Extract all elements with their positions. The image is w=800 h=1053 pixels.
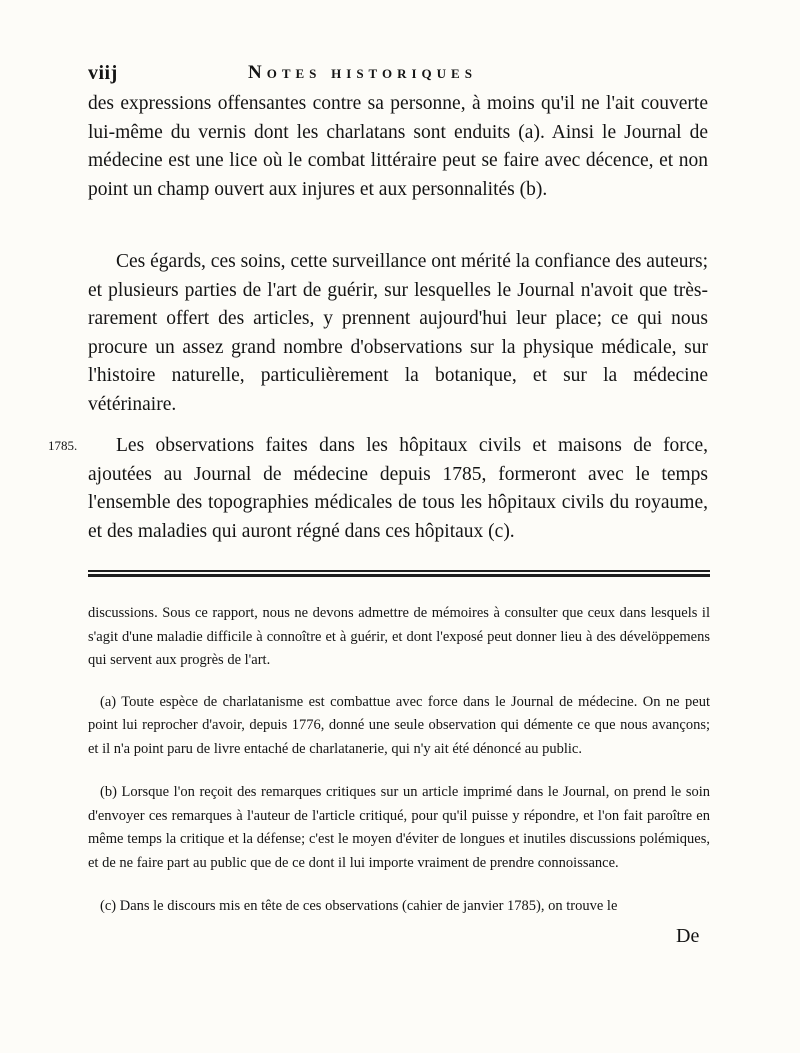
body-paragraph: Ces égards, ces soins, cette surveillance ont mérité la confiance des auteurs; et plusieurs parties de l'art de guérir, sur lesquelles le Journal n'avoit que très-rarement offert des articles, y prennent aujourd'hui leur place; ce qui nous procure un assez grand nombre d'observations sur la physique médicale, sur l'histoire naturelle, particulièrement la botanique, et sur la médecine vétérinaire.	[88, 251, 708, 415]
page-number: viij	[88, 62, 118, 84]
footnote-b: (b) Lorsque l'on reçoit des remarques critiques sur un article imprimé dans le Journal, on prend le soin d'envoyer ces remarques à l'auteur de l'article critiqué, pour qu'il puisse y répondre, et l'on fait paroître en même temps la critique et la défense; c'est le moyen d'éviter de longues et inutiles discussions polémiques, et de ne faire part au public que de ce dont il lui importe vraiment de prendre connoissance.	[88, 784, 710, 871]
body-paragraph: Les observations faites dans les hôpitaux civils et maisons de force, ajoutées au Journal de médecine depuis 1785, formeront avec le temps l'ensemble des topographies médicales de tous les hôpitaux civils du royaume, et des maladies qui auront régné dans ces hôpitaux (c).	[88, 435, 708, 542]
rule-line	[88, 574, 710, 577]
margin-note: 1785.	[48, 438, 78, 453]
footnote-c: (c) Dans le discours mis en tête de ces observations (cahier de janvier 1785), on trouve le	[100, 898, 618, 914]
rule-line	[88, 570, 710, 572]
catchword: De	[676, 925, 700, 947]
footnote-rule	[88, 570, 710, 577]
footnote-a: (a) Toute espèce de charlatanisme est combattue avec force dans le Journal de médecine. On ne peut point lui reprocher d'avoir, depuis 1776, donné une seule observation qui démente ce que nous avançons; et il n'a point paru de livre entaché de charlatanerie, qui n'y ait été dénoncé au public.	[88, 693, 710, 757]
running-head	[88, 62, 708, 84]
footnote-continuation: discussions. Sous ce rapport, nous ne devons admettre de mémoires à consulter que ceux dans lesquels il s'agit d'une maladie difficile à connoître et à guérir, et dont l'exposé peut donner lieu à des dévelöppemens qui servent aux progrès de l'art.	[88, 605, 710, 668]
footnotes	[88, 602, 710, 919]
running-title: Notes historiques	[248, 62, 477, 83]
body-paragraph: des expressions offensantes contre sa personne, à moins qu'il ne l'ait couverte lui-même du vernis dont les charlatans sont enduits (a). Ainsi le Journal de médecine est une lice où le combat littéraire peut se faire avec décence, et non point un champ ouvert aux injures et aux personnalités (b).	[88, 93, 708, 200]
